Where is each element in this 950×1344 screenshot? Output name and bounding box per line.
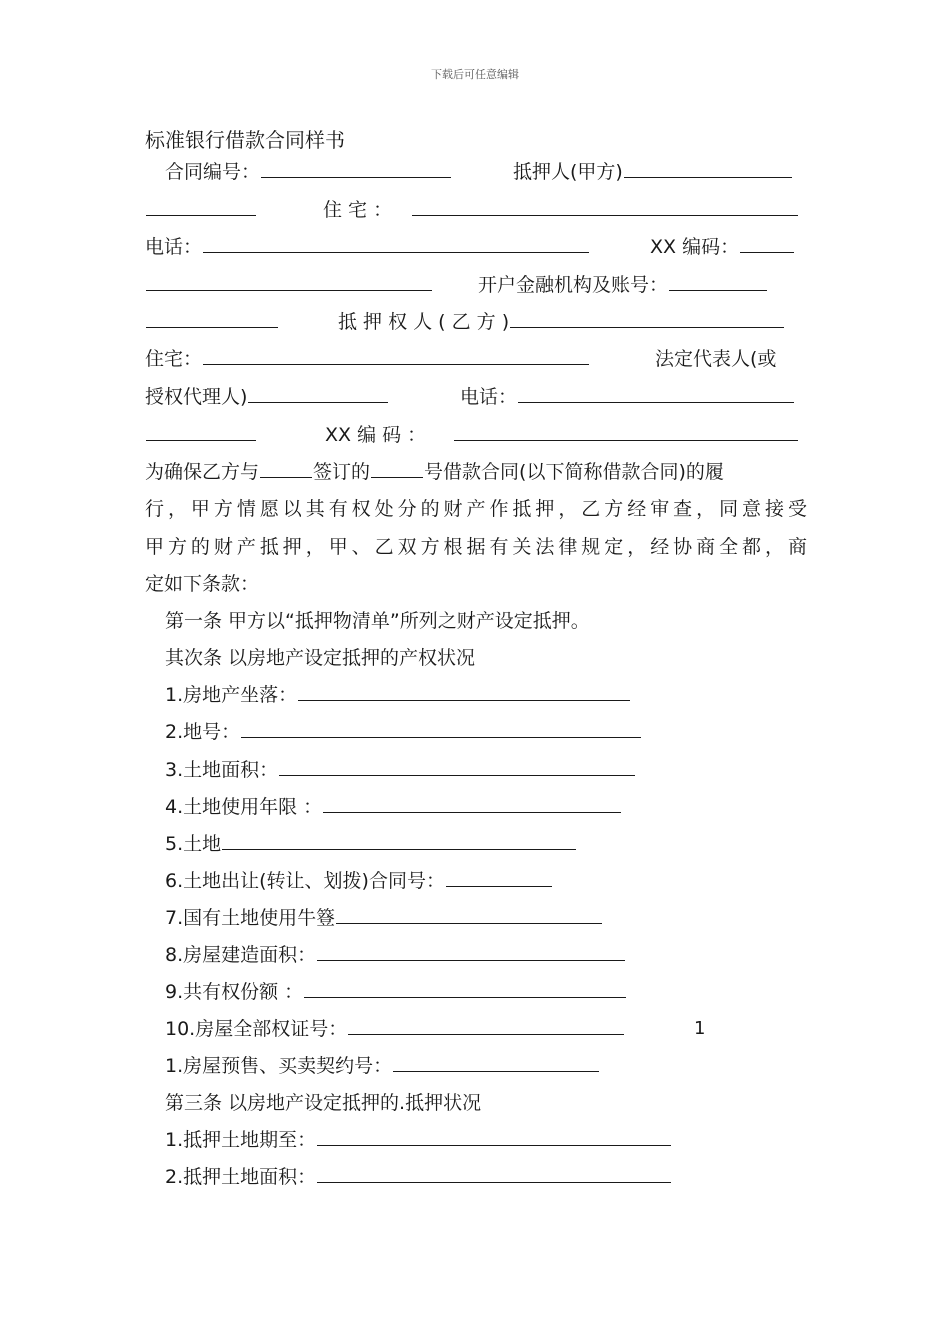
para1-part-a: 为确保乙方与	[145, 461, 260, 483]
item-row	[165, 1051, 600, 1081]
postcode-cont-blank[interactable]	[146, 270, 432, 291]
item-row	[165, 1014, 625, 1044]
para1-line4: 定如下条款：	[145, 573, 260, 595]
para1-line3: 甲方的财产抵押，甲、乙双方根据有关法律规定，经协商全都，商	[145, 536, 807, 558]
item-label: 1.房屋预售、买卖契约号：	[165, 1055, 393, 1077]
line-mortgagee	[145, 307, 807, 337]
item-label: 9.共有权份额 ：	[165, 981, 304, 1003]
item-row	[165, 903, 603, 933]
postcode-blank-1[interactable]	[740, 232, 794, 253]
article-2: 其次条 以房地产设定抵押的产权状况	[165, 647, 476, 669]
item-blank[interactable]	[304, 977, 626, 998]
item-row	[165, 940, 626, 970]
item-blank[interactable]	[323, 792, 621, 813]
item-row	[165, 680, 631, 710]
item3-label: 2.抵押土地面积：	[165, 1166, 317, 1188]
item-row	[165, 866, 553, 896]
item3-blank[interactable]	[317, 1125, 671, 1146]
item-label: 3.土地面积：	[165, 759, 279, 781]
residence-label-2: 住宅：	[145, 348, 203, 370]
item-row	[165, 792, 622, 822]
legal-rep-label-a: 法定代表人(或	[655, 348, 777, 370]
postcode-label-1: XX 编码：	[650, 236, 740, 258]
contract-no-blank[interactable]	[261, 157, 451, 178]
document-title: 标准银行借款合同样书	[145, 128, 345, 152]
postcode-blank-2[interactable]	[454, 420, 798, 441]
line-contract-no	[145, 157, 807, 187]
mortgagee-label: 抵 押 权 人 ( 乙 方 )	[338, 311, 510, 333]
item3-blank[interactable]	[317, 1162, 671, 1183]
line-postcode-2	[145, 420, 807, 450]
phone-blank-1[interactable]	[203, 232, 589, 253]
line-phone-1	[145, 232, 807, 262]
item-label: 1.房地产坐落：	[165, 684, 298, 706]
item-row	[165, 717, 642, 747]
bank-blank[interactable]	[669, 270, 767, 291]
item3-label: 1.抵押土地期至：	[165, 1129, 317, 1151]
mortgagor-cont-blank[interactable]	[146, 195, 256, 216]
item-label: 6.土地出让(转让、划拨)合同号：	[165, 870, 445, 892]
contract-no-label: 合同编号：	[165, 161, 261, 183]
line-bank	[145, 270, 807, 300]
article-1: 第一条 甲方以“抵押物清单”所列之财产设定抵押。	[165, 610, 590, 632]
para1-blank-number[interactable]	[371, 457, 423, 478]
para1-line1	[145, 457, 807, 487]
mortgagee-blank[interactable]	[510, 307, 784, 328]
line-residence-2	[145, 344, 807, 374]
phone-label-2: 电话：	[460, 386, 518, 408]
page-header-note: 下载后可任意编辑	[431, 68, 519, 81]
item-blank[interactable]	[446, 866, 552, 887]
residence-label-1: 住 宅 ：	[323, 199, 393, 221]
item-blank[interactable]	[336, 903, 602, 924]
article-3: 第三条 以房地产设定抵押的.抵押状况	[165, 1092, 482, 1114]
para1-part-c: 号借款合同(以下简称借款合同)的履	[424, 461, 724, 483]
bank-cont-blank[interactable]	[146, 307, 278, 328]
item-blank[interactable]	[241, 717, 641, 738]
mortgagor-blank[interactable]	[624, 157, 792, 178]
item3-row	[165, 1162, 672, 1192]
mortgagor-label: 抵押人(甲方)	[513, 161, 623, 183]
legal-rep-blank[interactable]	[248, 382, 388, 403]
line-legal-rep	[145, 382, 807, 412]
para1-part-b: 签订的	[313, 461, 371, 483]
item-label: 8.房屋建造面积：	[165, 944, 317, 966]
para1-line2: 行，甲方情愿以其有权处分的财产作抵押，乙方经审查，同意接受	[145, 498, 807, 520]
item-row	[165, 755, 636, 785]
legal-rep-label-b: 授权代理人)	[145, 386, 248, 408]
phone-cont-blank[interactable]	[146, 420, 256, 441]
item-label: 7.国有土地使用牛簦	[165, 907, 336, 929]
phone-blank-2[interactable]	[518, 382, 794, 403]
postcode-label-2: XX 编 码 ：	[325, 424, 427, 446]
item-blank[interactable]	[317, 940, 625, 961]
para1-blank-party[interactable]	[260, 457, 312, 478]
page-number: 1	[694, 1018, 706, 1039]
item-blank[interactable]	[279, 755, 635, 776]
item3-row	[165, 1125, 672, 1155]
item-label: 10.房屋全部权证号：	[165, 1018, 348, 1040]
phone-label-1: 电话：	[145, 236, 203, 258]
item-blank[interactable]	[298, 680, 630, 701]
item-blank[interactable]	[222, 829, 576, 850]
residence-blank-2[interactable]	[203, 344, 589, 365]
item-row	[165, 829, 577, 859]
bank-label: 开户金融机构及账号：	[478, 274, 669, 296]
item-label: 2.地号：	[165, 721, 241, 743]
line-residence-1	[145, 195, 807, 225]
residence-blank-1[interactable]	[412, 195, 798, 216]
item-label: 5.土地	[165, 833, 222, 855]
item-blank[interactable]	[393, 1051, 599, 1072]
item-blank[interactable]	[348, 1014, 624, 1035]
item-label: 4.土地使用年限 ：	[165, 796, 323, 818]
item-row	[165, 977, 627, 1007]
